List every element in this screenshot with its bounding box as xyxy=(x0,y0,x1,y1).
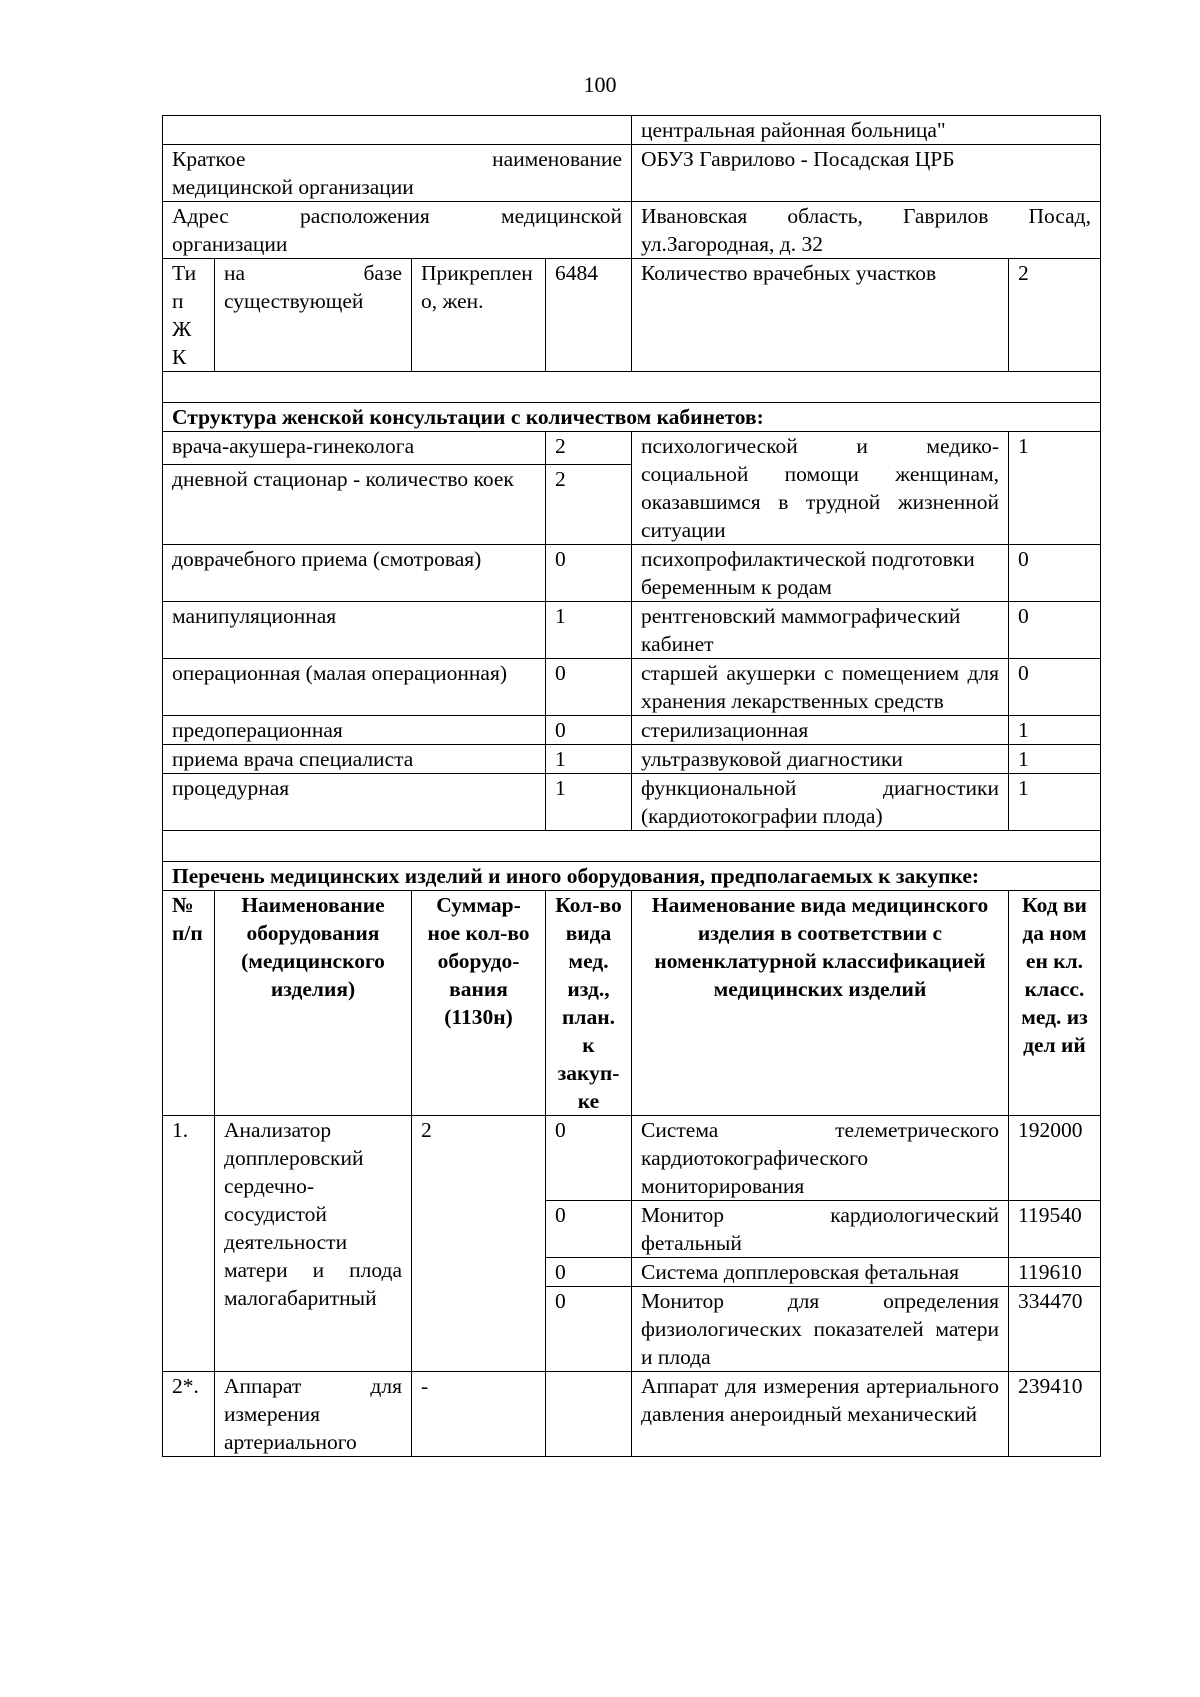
districts-label: Количество врачебных участков xyxy=(632,259,1009,372)
item-total: - xyxy=(412,1372,546,1457)
structure-left-3-value: 1 xyxy=(546,602,632,659)
equipment-heading-row xyxy=(163,862,1101,891)
column-header: Кол-во вида мед. изд., план. к закуп-ке xyxy=(546,891,632,1116)
structure-right-4-value: 1 xyxy=(1009,716,1101,745)
structure-left-5-value: 0 xyxy=(546,716,632,745)
address-row xyxy=(163,202,1101,259)
structure-left-7-value: 1 xyxy=(546,774,632,831)
kind-name: Монитор для определения физиологических показателей матери и плода xyxy=(632,1287,1009,1372)
structure-right-3-value: 0 xyxy=(1009,659,1101,716)
equipment-header-row xyxy=(163,891,1101,1116)
structure-left-4-value: 0 xyxy=(546,659,632,716)
address-value: Ивановская область, Гаврилов Посад, xyxy=(641,204,1091,228)
structure-left-4-label: операционная (малая операционная) xyxy=(163,659,546,716)
address-label-line2: организации xyxy=(172,232,288,256)
structure-right-0-value: 1 xyxy=(1009,432,1101,545)
attached-value: 6484 xyxy=(546,259,632,372)
structure-heading: Структура женской консультации с количеством кабинетов: xyxy=(163,403,1101,432)
equipment-row xyxy=(163,1116,1101,1201)
equipment-row xyxy=(163,1372,1101,1457)
structure-left-2-label: доврачебного приема (смотровая) xyxy=(163,545,546,602)
structure-right-1-label: психопрофилактической подготовки беременным к родам xyxy=(632,545,1009,602)
districts-value: 2 xyxy=(1009,259,1101,372)
structure-left-7-label: процедурная xyxy=(163,774,546,831)
kind-qty: 0 xyxy=(546,1258,632,1287)
structure-left-6-label: приема врача специалиста xyxy=(163,745,546,774)
structure-left-1-value: 2 xyxy=(546,465,632,545)
kind-code: 119610 xyxy=(1009,1258,1101,1287)
structure-left-6-value: 1 xyxy=(546,745,632,774)
item-name: Анализатор допплеровский сердечно-сосудистой деятельности матери и плода малогабаритный xyxy=(215,1116,412,1372)
structure-row xyxy=(163,774,1101,831)
structure-left-0-value: 2 xyxy=(546,432,632,465)
short-name-label: Краткое наименование xyxy=(172,147,622,171)
kind-code: 334470 xyxy=(1009,1287,1101,1372)
organization-table xyxy=(162,115,1101,1457)
structure-row xyxy=(163,602,1101,659)
structure-left-5-label: предоперационная xyxy=(163,716,546,745)
structure-right-6-value: 1 xyxy=(1009,774,1101,831)
structure-right-0-label: психологической и медико-социальной помощи женщинам, оказавшимся в трудной жизненной ситуации xyxy=(632,432,1009,545)
kind-code: 192000 xyxy=(1009,1116,1101,1201)
structure-left-2-value: 0 xyxy=(546,545,632,602)
structure-right-2-value: 0 xyxy=(1009,602,1101,659)
structure-right-4-label: стерилизационная xyxy=(632,716,1009,745)
column-header: Наименование вида медицинского изделия в соответствии с номенклатурной классификацией медицинских изделий xyxy=(632,891,1009,1116)
item-total: 2 xyxy=(412,1116,546,1372)
type-value: на базе существующей xyxy=(215,259,412,372)
short-name-label-line2: медицинской организации xyxy=(172,175,414,199)
column-header: Код вида номен кл. класс. мед. издел ий xyxy=(1009,891,1101,1116)
kind-name: Система допплеровская фетальная xyxy=(632,1258,1009,1287)
structure-right-2-label: рентгеновский маммографический кабинет xyxy=(632,602,1009,659)
structure-row xyxy=(163,716,1101,745)
spacer-row xyxy=(163,831,1101,862)
structure-left-3-label: манипуляционная xyxy=(163,602,546,659)
address-value-line2: ул.Загородная, д. 32 xyxy=(641,232,823,256)
kind-qty: 0 xyxy=(546,1287,632,1372)
short-name-row xyxy=(163,145,1101,202)
structure-row xyxy=(163,432,1101,465)
structure-row xyxy=(163,545,1101,602)
column-header: Наименование оборудования (медицинского изделия) xyxy=(215,891,412,1116)
kind-code: 119540 xyxy=(1009,1201,1101,1258)
structure-right-5-label: ультразвуковой диагностики xyxy=(632,745,1009,774)
type-row xyxy=(163,259,1101,372)
column-header: № п/п xyxy=(163,891,215,1116)
structure-left-0-label: врача-акушера-гинеколога xyxy=(163,432,546,465)
kind-name: Система телеметрического кардиотокографического мониторирования xyxy=(632,1116,1009,1201)
item-number: 1. xyxy=(163,1116,215,1372)
page-number: 100 xyxy=(583,72,617,97)
structure-left-1-label: дневной стационар - количество коек xyxy=(163,465,546,545)
equipment-heading: Перечень медицинских изделий и иного оборудования, предполагаемых к закупке: xyxy=(163,862,1101,891)
org-name-tail: центральная районная больница" xyxy=(632,116,1101,145)
kind-qty: 0 xyxy=(546,1116,632,1201)
kind-name: Аппарат для измерения артериального давления анероидный механический xyxy=(632,1372,1009,1457)
type-label: Тип ЖК xyxy=(163,259,215,372)
structure-row xyxy=(163,659,1101,716)
structure-right-5-value: 1 xyxy=(1009,745,1101,774)
item-number: 2*. xyxy=(163,1372,215,1457)
item-name: Аппарат для измерения артериального xyxy=(215,1372,412,1457)
column-header: Суммар-ное кол-во оборудо-вания (1130н) xyxy=(412,891,546,1116)
structure-heading-row xyxy=(163,403,1101,432)
org-name-row xyxy=(163,116,1101,145)
attached-label: Прикреплено, жен. xyxy=(412,259,546,372)
kind-name: Монитор кардиологический фетальный xyxy=(632,1201,1009,1258)
structure-right-6-label: функциональной диагностики (кардиотокографии плода) xyxy=(632,774,1009,831)
spacer-row xyxy=(163,372,1101,403)
structure-right-1-value: 0 xyxy=(1009,545,1101,602)
structure-row xyxy=(163,745,1101,774)
kind-qty: 0 xyxy=(546,1201,632,1258)
short-name-value: ОБУЗ Гаврилово - Посадская ЦРБ xyxy=(632,145,1101,202)
kind-qty xyxy=(546,1372,632,1457)
kind-code: 239410 xyxy=(1009,1372,1101,1457)
address-label: Адрес расположения медицинской xyxy=(172,204,622,228)
structure-right-3-label: старшей акушерки с помещением для хранения лекарственных средств xyxy=(632,659,1009,716)
